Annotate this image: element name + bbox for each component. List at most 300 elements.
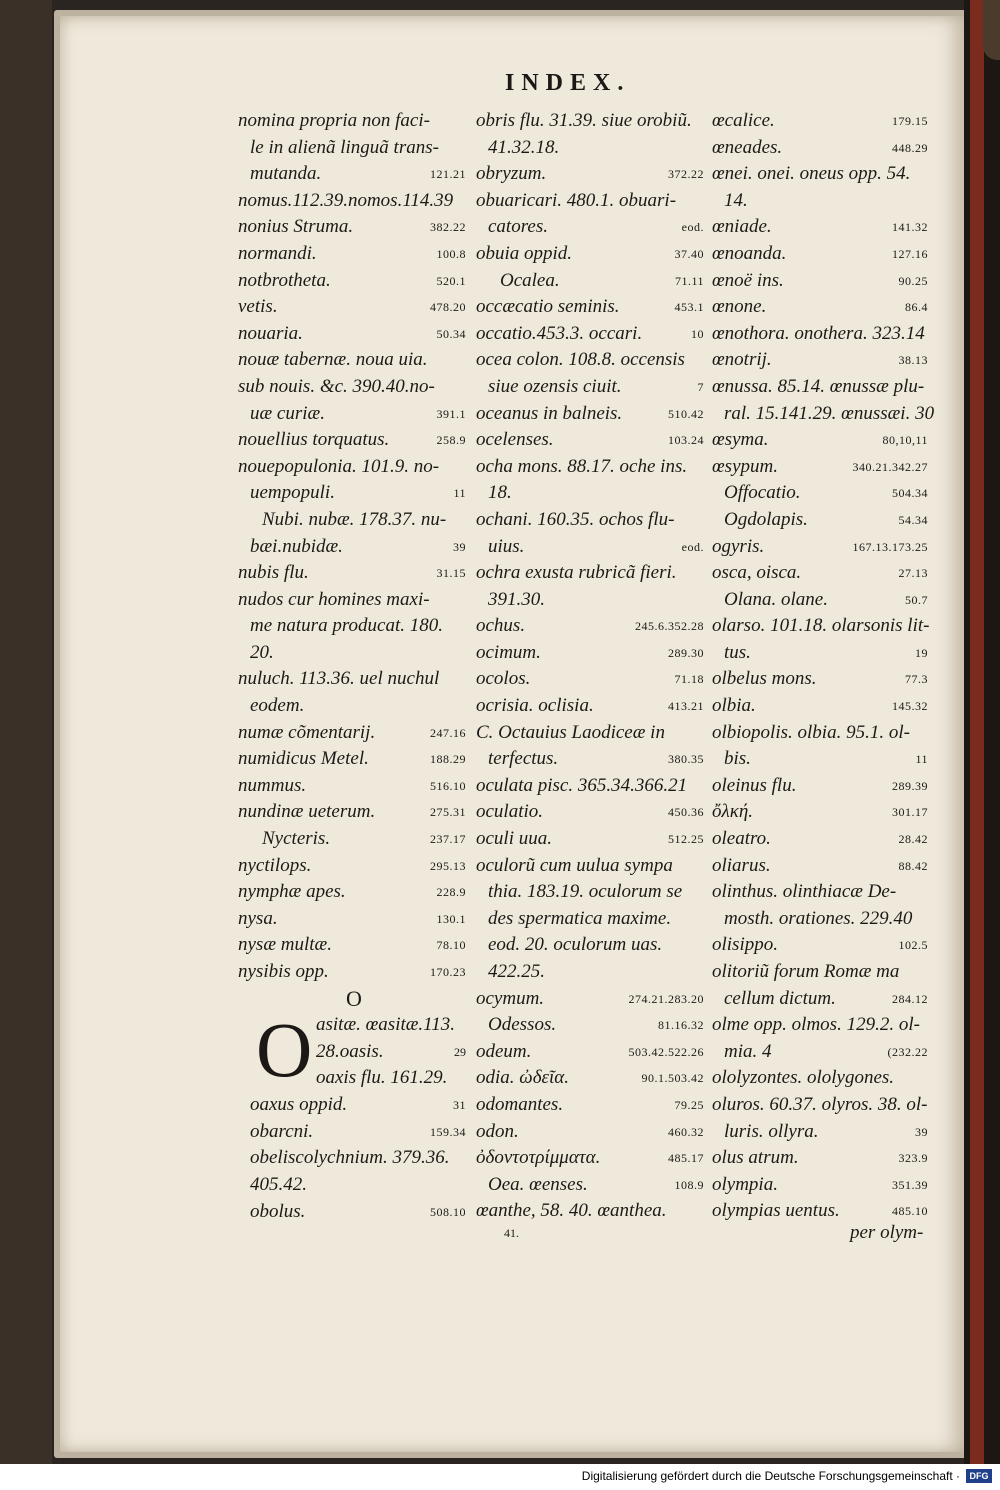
index-entry — [476, 1172, 708, 1199]
entry-reference: eod. — [681, 539, 704, 554]
entry-term: oleinus flu. — [712, 774, 797, 796]
entry-reference: 391.1 — [436, 406, 466, 421]
entry-term: œnussa. 85.14. œnussæ plu- — [712, 375, 925, 397]
page-signature: 41. — [504, 1226, 519, 1240]
entry-reference: 382.22 — [430, 220, 466, 235]
index-entry — [238, 720, 470, 747]
index-entry — [712, 321, 932, 348]
entry-reference: 295.13 — [430, 858, 466, 873]
index-entry — [712, 135, 932, 162]
index-entry — [238, 294, 470, 321]
index-entry — [238, 666, 470, 693]
index-entry — [238, 214, 470, 241]
index-entry — [712, 374, 932, 401]
entry-term: notbrotheta. — [238, 269, 331, 291]
entry-reference: 453.1 — [674, 300, 704, 315]
entry-term: oculata pisc. 365.34.366.21 — [476, 774, 688, 796]
entry-term: 405.42. — [250, 1173, 307, 1195]
entry-term: obryzum. — [476, 163, 547, 185]
entry-reference: 39 — [453, 539, 466, 554]
entry-term: nubis flu. — [238, 562, 309, 584]
entry-reference: 237.17 — [430, 832, 466, 847]
entry-reference: 31 — [453, 1098, 466, 1113]
index-entry — [238, 321, 470, 348]
entry-term: normandi. — [238, 242, 317, 264]
index-entry — [712, 241, 932, 268]
entry-term: le in alienã linguã trans- — [250, 136, 439, 158]
index-entry — [238, 693, 470, 720]
entry-term: Nycteris. — [262, 828, 331, 850]
index-entry — [712, 799, 932, 826]
index-entry — [476, 188, 708, 215]
entry-reference: 100.8 — [436, 246, 466, 261]
entry-term: oaxis flu. 161.29. — [316, 1067, 448, 1089]
index-entry — [712, 613, 932, 640]
index-entry — [238, 480, 470, 507]
index-entry — [712, 108, 932, 135]
entry-reference: 11 — [453, 486, 466, 501]
entry-term: bæi.nubidæ. — [250, 535, 343, 557]
index-entry — [476, 587, 708, 614]
entry-term: œsypum. — [712, 455, 778, 477]
entry-reference: 301.17 — [892, 805, 928, 820]
index-entry — [238, 879, 470, 906]
entry-reference: 103.24 — [668, 433, 704, 448]
entry-term: obris flu. 31.39. siue orobiũ. — [476, 110, 692, 131]
entry-reference: 77.3 — [905, 672, 928, 687]
entry-term: ocelenses. — [476, 429, 554, 451]
index-entry — [476, 560, 708, 587]
entry-term: nomus.112.39.nomos.114.39 — [238, 189, 454, 211]
index-entry — [238, 1199, 470, 1226]
entry-term: olympia. — [712, 1173, 778, 1195]
index-column-2 — [476, 108, 708, 1225]
index-entry — [238, 1119, 470, 1146]
index-entry — [712, 161, 932, 188]
entry-term: catores. — [488, 216, 548, 238]
index-entry — [712, 1065, 932, 1092]
entry-reference: 127.16 — [892, 246, 928, 261]
index-entry — [476, 241, 708, 268]
index-column-1 — [238, 108, 470, 1225]
entry-reference: eod. — [681, 220, 704, 235]
index-entry — [712, 932, 932, 959]
entry-reference: 508.10 — [430, 1204, 466, 1219]
entry-reference: 510.42 — [668, 406, 704, 421]
index-entry — [476, 826, 708, 853]
index-entry — [476, 773, 708, 800]
entry-reference: 78.10 — [436, 938, 466, 953]
book-cover-edge — [0, 0, 52, 1464]
index-entry — [238, 135, 470, 162]
entry-term: ocha mons. 88.17. oche ins. — [476, 455, 688, 477]
entry-term: Ogdolapis. — [724, 508, 808, 530]
entry-reference: 50.34 — [436, 326, 466, 341]
footer-credit: Digitalisierung gefördert durch die Deutsche Forschungsgemeinschaft · — [581, 1469, 960, 1483]
entry-term: olisippo. — [712, 934, 778, 956]
entry-term: Odessos. — [488, 1014, 557, 1036]
entry-reference: 121.21 — [430, 167, 466, 182]
entry-reference: 284.12 — [892, 991, 928, 1006]
index-entry — [238, 1145, 470, 1172]
entry-reference: 485.10 — [892, 1204, 928, 1219]
entry-reference: 228.9 — [436, 885, 466, 900]
entry-reference: 485.17 — [668, 1151, 704, 1166]
index-entry — [476, 268, 708, 295]
entry-reference: 11 — [915, 752, 928, 767]
index-entry — [712, 1172, 932, 1199]
index-entry — [712, 986, 932, 1013]
entry-term: ocrisia. oclisia. — [476, 695, 594, 717]
entry-term: numidicus Metel. — [238, 748, 369, 770]
entry-term: olme opp. olmos. 129.2. ol- — [712, 1014, 920, 1036]
entry-term: oaxus oppid. — [250, 1094, 348, 1116]
dfg-logo-icon: DFG — [966, 1469, 992, 1483]
index-entry — [238, 853, 470, 880]
entry-term: oluros. 60.37. olyros. 38. ol- — [712, 1093, 928, 1115]
index-entry — [238, 454, 470, 481]
entry-reference: 460.32 — [668, 1124, 704, 1139]
entry-term: oculi uua. — [476, 828, 552, 850]
entry-reference: 380.35 — [668, 752, 704, 767]
index-entry — [238, 108, 470, 135]
entry-term: oculatio. — [476, 801, 544, 823]
entry-reference: 274.21.283.20 — [628, 991, 704, 1006]
entry-reference: 372.22 — [668, 167, 704, 182]
entry-reference: 275.31 — [430, 805, 466, 820]
index-entry — [238, 773, 470, 800]
entry-reference: 258.9 — [436, 433, 466, 448]
entry-term: Olana. olane. — [724, 588, 828, 610]
entry-term: nouaria. — [238, 322, 303, 344]
entry-term: occatio.453.3. occari. — [476, 322, 643, 344]
index-entry — [476, 507, 708, 534]
entry-term: oleatro. — [712, 828, 771, 850]
index-entry — [238, 613, 470, 640]
entry-term: nonius Struma. — [238, 216, 354, 238]
entry-term: olbelus mons. — [712, 668, 817, 690]
entry-reference: 323.9 — [898, 1151, 928, 1166]
entry-term: nysa. — [238, 907, 278, 929]
index-entry — [712, 1198, 932, 1225]
entry-term: des spermatica maxime. — [488, 907, 672, 929]
entry-term: ὀδοντοτρίμματα. — [476, 1147, 601, 1169]
entry-reference: 450.36 — [668, 805, 704, 820]
index-entry — [238, 427, 470, 454]
index-entry — [476, 1145, 708, 1172]
entry-term: nundinæ ueterum. — [238, 801, 376, 823]
entry-term: O — [346, 985, 362, 1011]
index-entry — [476, 454, 708, 481]
entry-reference: 141.32 — [892, 220, 928, 235]
index-entry — [476, 1092, 708, 1119]
entry-term: olbia. — [712, 695, 756, 717]
entry-reference: 478.20 — [430, 300, 466, 315]
index-entry — [712, 1145, 932, 1172]
entry-term: 28.oasis. — [316, 1040, 384, 1062]
entry-term: ral. 15.141.29. œnussæi. 30 — [724, 402, 935, 424]
entry-term: œnoanda. — [712, 242, 787, 264]
entry-reference: (232.22 — [887, 1044, 928, 1059]
entry-reference: 31.15 — [436, 566, 466, 581]
entry-reference: 19 — [915, 645, 928, 660]
entry-reference: 108.9 — [674, 1177, 704, 1192]
entry-term: nysibis opp. — [238, 961, 329, 982]
entry-term: 391.30. — [488, 588, 545, 610]
entry-term: nuluch. 113.36. uel nuchul — [238, 668, 440, 690]
index-entry — [476, 401, 708, 428]
index-entry — [238, 906, 470, 933]
index-entry — [476, 720, 708, 747]
entry-term: ochus. — [476, 615, 526, 637]
index-entry — [712, 427, 932, 454]
entry-term: osca, oisca. — [712, 562, 802, 584]
index-entry — [712, 294, 932, 321]
entry-term: obuaricari. 480.1. obuari- — [476, 189, 677, 211]
index-entry — [712, 879, 932, 906]
entry-reference: 351.39 — [892, 1177, 928, 1192]
entry-term: œsyma. — [712, 429, 769, 451]
index-column-3 — [712, 108, 935, 1225]
entry-term: nouæ tabernæ. noua uia. — [238, 349, 428, 371]
entry-term: terfectus. — [488, 748, 559, 770]
index-entry — [238, 534, 470, 561]
index-entry — [238, 959, 470, 986]
entry-term: ocolos. — [476, 668, 531, 690]
index-entry — [238, 1092, 470, 1119]
index-entry — [238, 932, 470, 959]
entry-reference: 520.1 — [436, 273, 466, 288]
index-entry — [476, 108, 708, 135]
entry-term: ololyzontes. ololygones. — [712, 1067, 895, 1089]
entry-term: nouepopulonia. 101.9. no- — [238, 455, 440, 477]
index-entry — [476, 986, 708, 1013]
entry-term: ochra exusta rubricã fieri. — [476, 562, 677, 584]
entry-reference: 28.42 — [898, 832, 928, 847]
index-entry — [712, 1039, 932, 1066]
entry-reference: 289.39 — [892, 778, 928, 793]
entry-term: œnone. — [712, 296, 767, 318]
entry-reference: 88.42 — [898, 858, 928, 873]
entry-reference: 90.25 — [898, 273, 928, 288]
entry-reference: 29 — [454, 1044, 466, 1059]
entry-term: siue ozensis ciuit. — [488, 375, 622, 397]
index-entry — [476, 932, 708, 959]
entry-term: mia. 4 — [724, 1040, 772, 1062]
entry-term: vetis. — [238, 296, 278, 318]
index-entry — [476, 135, 708, 162]
entry-term: œnei. onei. oneus opp. 54. — [712, 163, 911, 185]
dropcap-letter: O — [256, 1006, 313, 1094]
entry-term: olbiopolis. olbia. 95.1. ol- — [712, 721, 910, 743]
entry-term: œnothora. onothera. 323.14 — [712, 322, 925, 344]
entry-reference: 159.34 — [430, 1124, 466, 1139]
entry-term: nummus. — [238, 774, 307, 796]
entry-term: olinthus. olinthiacæ De- — [712, 881, 897, 903]
entry-term: mosth. orationes. 229.40 — [724, 907, 913, 929]
entry-term: tus. — [724, 641, 751, 663]
entry-term: oliarus. — [712, 854, 771, 876]
entry-term: Nubi. nubæ. 178.37. nu- — [262, 508, 447, 530]
entry-term: olus atrum. — [712, 1147, 799, 1169]
footer-bar — [0, 1464, 1000, 1490]
entry-reference: 39 — [915, 1124, 928, 1139]
entry-reference: 188.29 — [430, 752, 466, 767]
index-entry — [712, 534, 932, 561]
entry-reference: 179.15 — [892, 114, 928, 128]
index-entry — [476, 427, 708, 454]
entry-term: obuia oppid. — [476, 242, 573, 264]
entry-term: oculorũ cum uulua sympa — [476, 854, 673, 876]
entry-term: sub nouis. &c. 390.40.no- — [238, 375, 435, 397]
index-entry — [712, 666, 932, 693]
entry-term: obeliscolychnium. 379.36. — [250, 1147, 450, 1169]
entry-reference: 516.10 — [430, 778, 466, 793]
entry-term: nyctilops. — [238, 854, 312, 876]
index-entry — [476, 214, 708, 241]
index-entry — [238, 1172, 470, 1199]
entry-term: nomina propria non faci- — [238, 110, 430, 131]
entry-term: nymphæ apes. — [238, 881, 346, 903]
entry-term: numæ cõmentarij. — [238, 721, 376, 743]
entry-term: œanthe, 58. 40. œanthea. — [476, 1200, 667, 1222]
index-entry — [712, 1119, 932, 1146]
index-entry — [238, 161, 470, 188]
entry-term: Ocalea. — [500, 269, 560, 291]
index-entry — [712, 1012, 932, 1039]
entry-term: olarso. 101.18. olarsonis lit- — [712, 615, 930, 637]
entry-term: odia. ὠδεῖα. — [476, 1067, 570, 1089]
entry-term: obarcni. — [250, 1120, 314, 1142]
index-entry — [712, 720, 932, 747]
entry-term: ocymum. — [476, 987, 545, 1009]
index-entry — [712, 560, 932, 587]
index-entry — [476, 534, 708, 561]
entry-term: mutanda. — [250, 163, 322, 185]
index-entry — [476, 906, 708, 933]
spine-corner — [983, 0, 1000, 60]
entry-reference: 503.42.522.26 — [628, 1044, 704, 1059]
entry-term: uempopuli. — [250, 482, 335, 504]
index-entry — [476, 879, 708, 906]
index-entry — [476, 321, 708, 348]
index-entry — [712, 507, 932, 534]
entry-reference: 7 — [697, 379, 704, 394]
index-entry — [712, 640, 932, 667]
index-entry — [238, 188, 470, 215]
index-entry — [238, 640, 470, 667]
entry-reference: 170.23 — [430, 965, 466, 979]
index-entry — [476, 1065, 708, 1092]
index-entry — [712, 773, 932, 800]
index-entry — [712, 347, 932, 374]
entry-term: œcalice. — [712, 110, 775, 131]
entry-reference: 512.25 — [668, 832, 704, 847]
entry-term: odeum. — [476, 1040, 532, 1062]
spine-ribbon — [970, 0, 984, 1464]
entry-term: olympias uentus. — [712, 1200, 840, 1222]
entry-reference: 54.34 — [898, 512, 928, 527]
entry-reference: 50.7 — [905, 592, 928, 607]
index-entry — [712, 454, 932, 481]
entry-reference: 71.11 — [674, 273, 704, 288]
entry-reference: 80,10,11 — [882, 433, 928, 448]
entry-term: eodem. — [250, 695, 305, 717]
dropcap-block — [238, 1006, 470, 1094]
index-entry — [476, 613, 708, 640]
index-entry — [476, 347, 708, 374]
index-entry — [238, 587, 470, 614]
index-entry — [476, 1012, 708, 1039]
index-entry — [238, 374, 470, 401]
index-entry — [238, 507, 470, 534]
entry-term: œniade. — [712, 216, 772, 238]
entry-term: odomantes. — [476, 1093, 564, 1115]
index-entry — [712, 853, 932, 880]
index-entry — [476, 480, 708, 507]
entry-term: asitæ. œasitæ.113. — [316, 1014, 456, 1036]
index-entry — [712, 746, 932, 773]
entry-term: 20. — [250, 641, 274, 663]
entry-reference: 340.21.342.27 — [852, 459, 928, 474]
entry-term: thia. 183.19. oculorum se — [488, 881, 683, 903]
index-entry — [238, 799, 470, 826]
index-entry — [238, 241, 470, 268]
entry-term: 422.25. — [488, 961, 545, 982]
entry-term: ogyris. — [712, 535, 765, 557]
entry-reference: 247.16 — [430, 725, 466, 740]
entry-reference: 79.25 — [674, 1097, 704, 1112]
entry-term: occæcatio seminis. — [476, 296, 620, 318]
entry-term: nouellius torquatus. — [238, 429, 390, 451]
entry-term: olitoriũ forum Romæ ma — [712, 961, 900, 982]
index-entry — [712, 401, 935, 428]
index-entry — [238, 746, 470, 773]
entry-term: œnotrij. — [712, 349, 772, 371]
index-entry — [316, 1012, 470, 1039]
index-entry — [476, 799, 708, 826]
index-entry — [712, 188, 932, 215]
entry-term: Offocatio. — [724, 482, 801, 504]
entry-term: 41.32.18. — [488, 136, 560, 158]
entry-term: cellum dictum. — [724, 987, 836, 1009]
entry-term: bis. — [724, 748, 751, 770]
index-entry — [238, 826, 470, 853]
entry-term: uæ curiæ. — [250, 402, 325, 424]
index-entry — [476, 374, 708, 401]
index-entry — [476, 294, 708, 321]
entry-reference: 413.21 — [668, 699, 704, 714]
entry-reference: 102.5 — [898, 938, 928, 953]
entry-reference: 71.18 — [674, 672, 704, 687]
entry-term: ochani. 160.35. ochos flu- — [476, 508, 675, 530]
index-entry — [712, 1092, 932, 1119]
entry-term: me natura producat. 180. — [250, 615, 443, 637]
entry-term: Oea. œenses. — [488, 1173, 588, 1195]
entry-term: nysæ multæ. — [238, 934, 332, 956]
entry-reference: 145.32 — [892, 699, 928, 714]
index-entry — [476, 666, 708, 693]
entry-term: uius. — [488, 535, 525, 557]
index-entry — [712, 268, 932, 295]
index-entry — [476, 161, 708, 188]
entry-reference: 167.13.173.25 — [852, 539, 928, 554]
index-entry — [476, 746, 708, 773]
entry-term: 14. — [724, 189, 748, 211]
entry-reference: 448.29 — [892, 140, 928, 155]
entry-reference: 245.6.352.28 — [635, 619, 704, 634]
entry-term: ὄλκή. — [712, 801, 754, 823]
